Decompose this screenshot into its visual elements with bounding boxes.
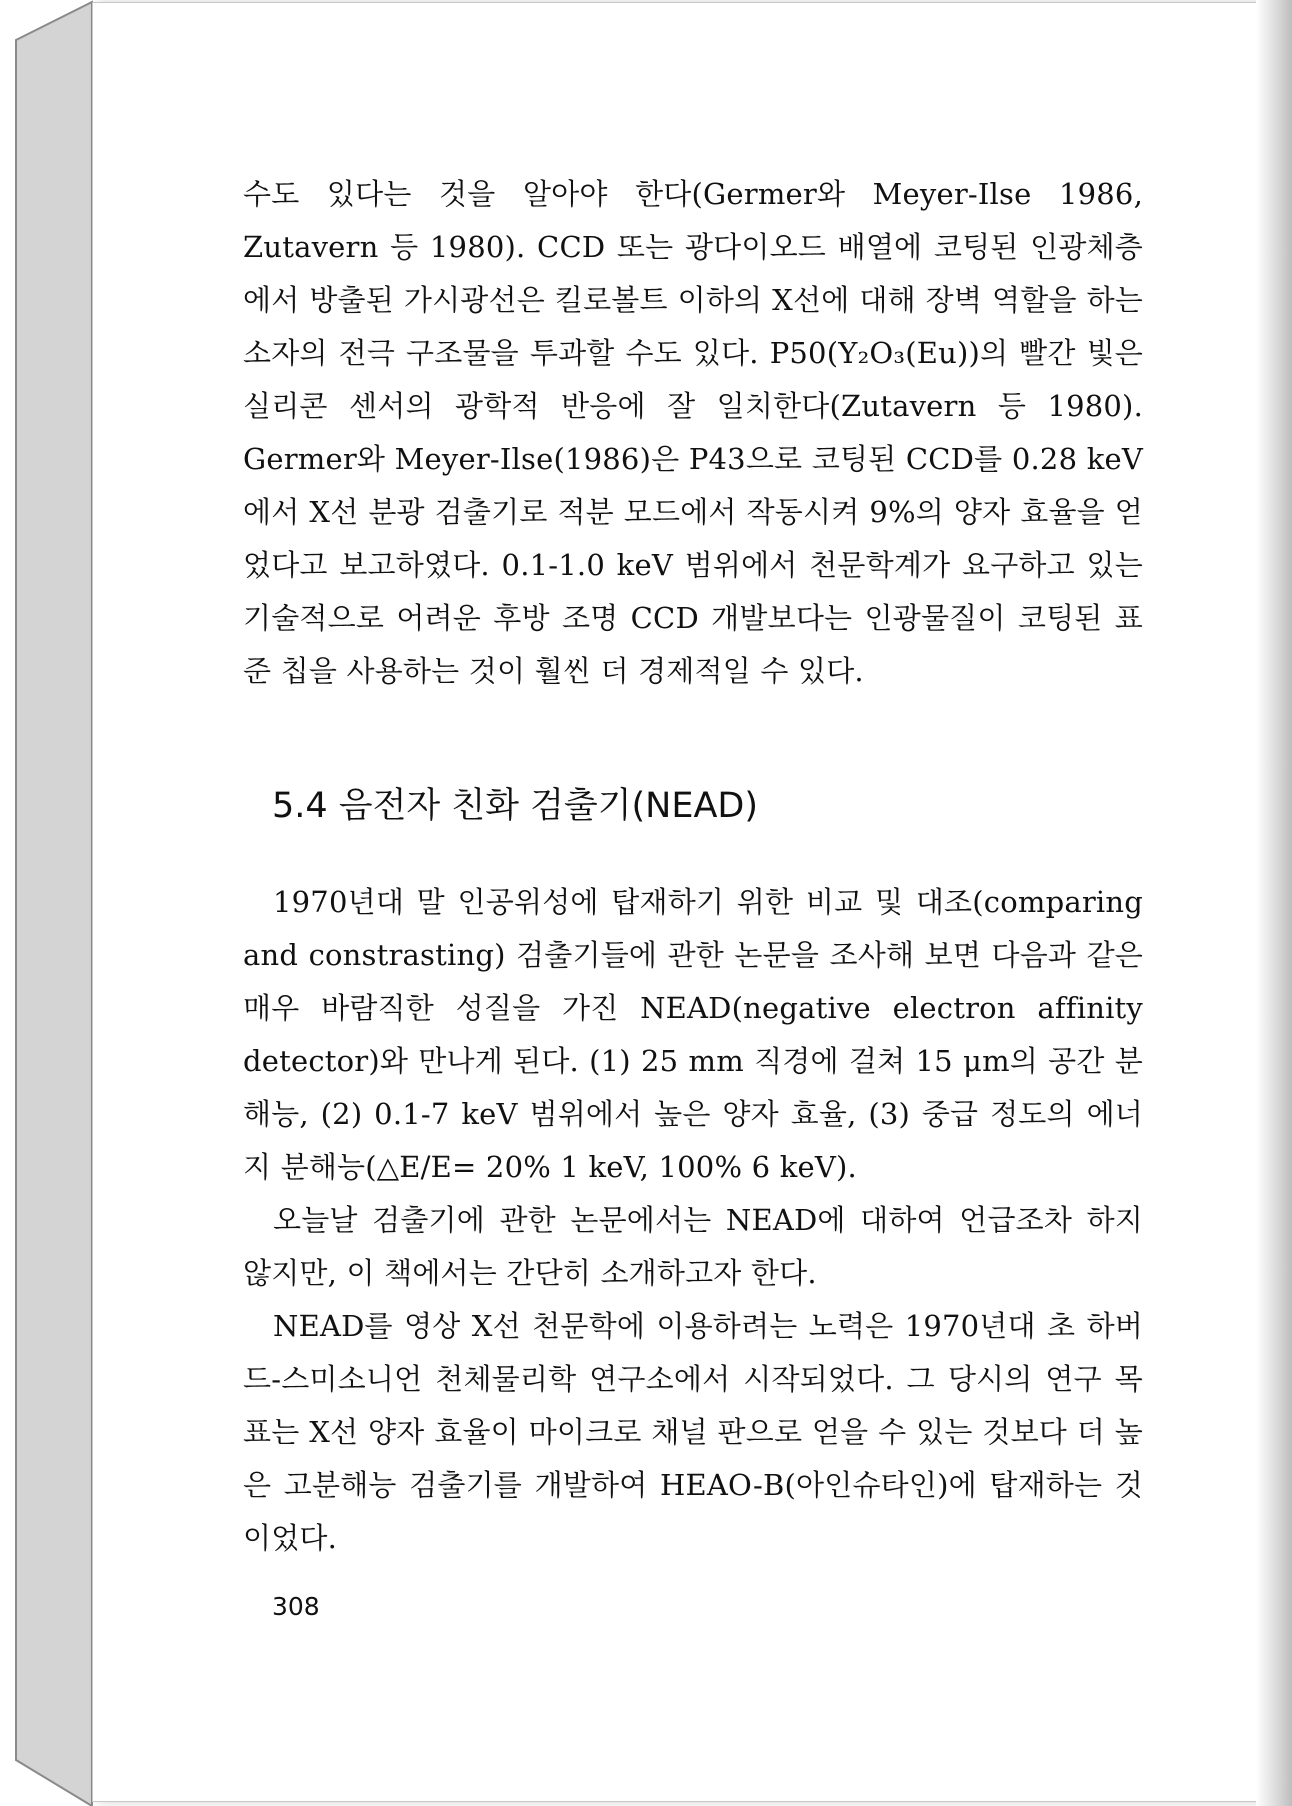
section-heading: 5.4 음전자 친화 검출기(NEAD) (272, 786, 759, 826)
paragraph-4: NEAD를 영상 X선 천문학에 이용하려는 노력은 1970년대 초 하버드-스미소니언 천체물리학 연구소에서 시작되었다. 그 당시의 연구 목표는 X선 양자 효율이 마이크로 채널 판으로 얻을 수 있는 것보다 더 높은 고분해능 검출기를 개발하여 HEAO-B(아인슈타인)에 탑재하는 것이었다. (243, 1309, 1143, 1555)
paragraph-1: 수도 있다는 것을 알아야 한다(Germer와 Meyer-Ilse 1986, Zutavern 등 1980). CCD 또는 광다이오드 배열에 코팅된 인광체층에서 방출된 가시광선은 킬로볼트 이하의 X선에 대해 장벽 역할을 하는 소자의 전극 구조물을 투과할 수도 있다. P50(Y₂O₃(Eu))의 빨간 빛은 실리콘 센서의 광학적 반응에 잘 일치한다(Zutavern 등 1980). Germer와 Meyer-Ilse(1986)은 P43으로 코팅된 CCD를 0.28 keV에서 X선 분광 검출기로 적분 모드에서 작동시켜 9%의 양자 효율을 얻었다고 보고하였다. 0.1-1.0 keV 범위에서 천문학계가 요구하고 있는 기술적으로 어려운 후방 조명 CCD 개발보다는 인광물질이 코팅된 표준 칩을 사용하는 것이 훨씬 더 경제적일 수 있다. (243, 177, 1143, 688)
page-number: 308 (272, 1592, 320, 1621)
paragraph-3: 오늘날 검출기에 관한 논문에서는 NEAD에 대하여 언급조차 하지 않지만, 이 책에서는 간단히 소개하고자 한다. (243, 1203, 1143, 1290)
book-spine-edge (0, 0, 100, 1806)
paragraph-2: 1970년대 말 인공위성에 탑재하기 위한 비교 및 대조(comparing and constrasting) 검출기들에 관한 논문을 조사해 보면 다음과 같은 매우 바람직한 성질을 가진 NEAD(negative electron affinity detector)와 만나게 된다. (1) 25 mm 직경에 걸쳐 15 μm의 공간 분해능, (2) 0.1-7 keV 범위에서 높은 양자 효율, (3) 중급 정도의 에너지 분해능(△E/E= 20% 1 keV, 100% 6 keV). (243, 885, 1143, 1184)
body-text-top (243, 168, 1143, 698)
body-text-bottom (243, 876, 1143, 1565)
page-shadow-edge (1256, 0, 1292, 1806)
